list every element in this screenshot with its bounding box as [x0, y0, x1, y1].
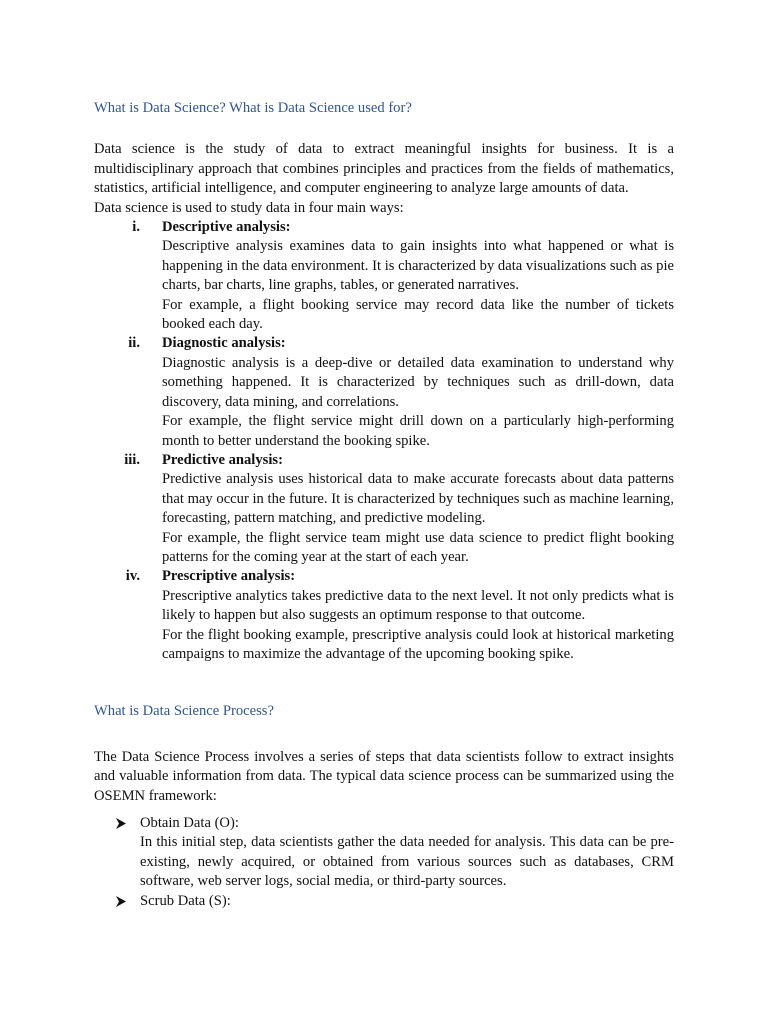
step-title: Obtain Data (O):	[140, 815, 239, 831]
section-heading-data-science: What is Data Science? What is Data Science used for?	[94, 100, 412, 116]
process-intro-paragraph: The Data Science Process involves a series of steps that data scientists follow to extract insights and valuable information from data. The typical data science process can be summarized using the OSEMN framework:	[94, 748, 674, 804]
list-number: iii.	[124, 451, 140, 468]
list-item-obtain-data	[94, 814, 674, 892]
list-number: iv.	[125, 568, 140, 585]
list-item-example: For the flight booking example, prescriptive analysis could look at historical marketing campaigns to maximize the advantage of the upcoming booking spike.	[162, 626, 674, 662]
list-item-scrub-data	[94, 892, 674, 911]
list-item-title: Prescriptive analysis:	[162, 568, 296, 585]
intro-paragraph: Data science is the study of data to extract meaningful insights for business. It is a multidisciplinary approach that combines principles and practices from the fields of mathematics, statistics, artificial intelligence, and computer engineering to analyze large amounts of data.	[94, 141, 674, 197]
arrow-bullet-icon	[114, 814, 128, 833]
list-item-body: Prescriptive analytics takes predictive data to the next level. It not only predicts what is likely to happen but also suggests an optimum response to that outcome.	[162, 587, 674, 624]
list-number: ii.	[128, 335, 140, 352]
osemn-steps-list	[94, 814, 674, 911]
section-heading-process: What is Data Science Process?	[94, 703, 274, 720]
list-number: i.	[132, 219, 140, 236]
list-item-title: Predictive analysis:	[162, 451, 283, 468]
step-body: In this initial step, data scientists gather the data needed for analysis. This data can be pre-existing, newly acquired, or obtained from various sources such as databases, CRM software, web server logs, social media, or third-party sources.	[140, 834, 674, 890]
list-item-diagnostic	[94, 334, 674, 450]
list-item-predictive	[94, 451, 674, 567]
list-item-body: Predictive analysis uses historical data to make accurate forecasts about data patterns that may occur in the future. It is characterized by techniques such as machine learning, forecasting, pattern matching, and predictive modeling.	[162, 471, 674, 527]
list-item-example: For example, a flight booking service may record data like the number of tickets booked each day.	[162, 296, 674, 333]
list-item-title: Descriptive analysis:	[162, 219, 291, 236]
arrow-bullet-icon	[114, 892, 128, 911]
list-item-descriptive	[94, 218, 674, 334]
list-item-example: For example, the flight service might drill down on a particularly high-performing month to better understand the booking spike.	[162, 413, 674, 449]
analysis-types-list	[94, 218, 674, 664]
list-item-body: Descriptive analysis examines data to gain insights into what happened or what is happening in the data environment. It is characterized by data visualizations such as pie charts, bar charts, line graphs, tables, or generated narratives.	[162, 238, 674, 294]
step-title: Scrub Data (S):	[140, 892, 231, 909]
list-item-body: Diagnostic analysis is a deep-dive or detailed data examination to understand why something happened. It is characterized by techniques such as drill-down, data discovery, data mining, and correlations.	[162, 354, 674, 410]
list-item-prescriptive	[94, 567, 674, 664]
list-item-example: For example, the flight service team might use data science to predict flight booking patterns for the coming year at the start of each year.	[162, 529, 674, 565]
list-item-title: Diagnostic analysis:	[162, 335, 286, 352]
lead-paragraph: Data science is used to study data in four main ways:	[94, 199, 404, 216]
